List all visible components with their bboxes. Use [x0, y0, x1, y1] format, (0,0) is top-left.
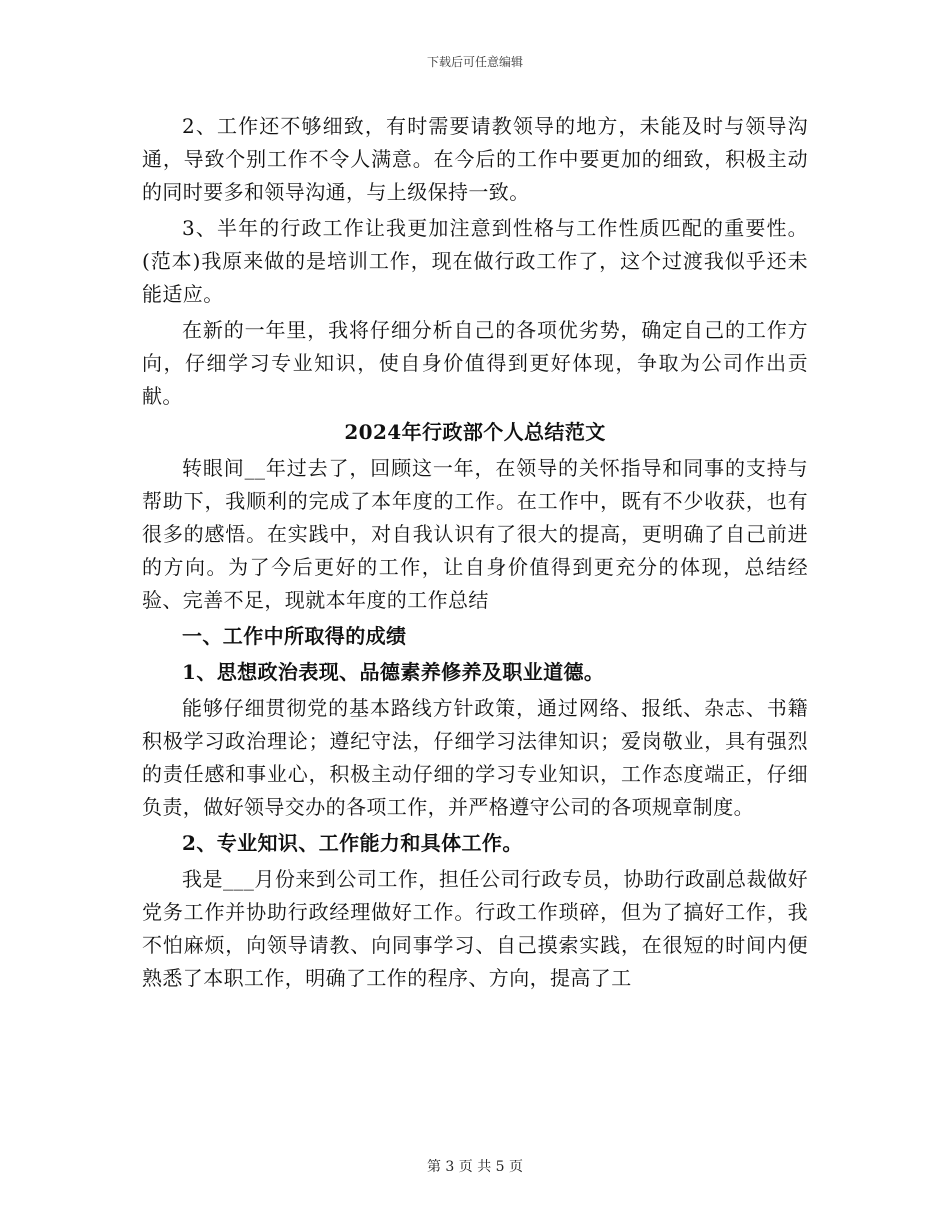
paragraph-1: 2、工作还不够细致，有时需要请教领导的地方，未能及时与领导沟通，导致个别工作不令人满意。在今后的工作中要更加的细致，积极主动的同时要多和领导沟通，与上级保持一致。: [142, 114, 808, 204]
paragraph-3: 在新的一年里，我将仔细分析自己的各项优劣势，确定自己的工作方向，仔细学习专业知识，使自身价值得到更好体现，争取为公司作出贡献。: [142, 318, 808, 408]
paragraph-5: 能够仔细贯彻党的基本路线方针政策，通过网络、报纸、杂志、书籍积极学习政治理论；遵纪守法，仔细学习法律知识；爱岗敬业，具有强烈的责任感和事业心，积极主动仔细的学习专业知识，工作态度端正，仔细负责，做好领导交办的各项工作，并严格遵守公司的各项规章制度。: [142, 696, 808, 819]
subheading-2: 2、专业知识、工作能力和具体工作。: [182, 831, 523, 855]
document-title: 2024年行政部个人总结范文: [344, 420, 606, 444]
page-number: 第 3 页 共 5 页: [426, 1159, 524, 1175]
document-body: [142, 110, 808, 998]
paragraph-4: 转眼间__年过去了，回顾这一年，在领导的关怀指导和同事的支持与帮助下，我顺利的完成了本年度的工作。在工作中，既有不少收获，也有很多的感悟。在实践中，对自我认识有了很大的提高，更明确了自己前进的方向。为了今后更好的工作，让自身价值得到更充分的体现，总结经验、完善不足，现就本年度的工作总结: [142, 456, 808, 612]
header-note: 下载后可任意编辑: [426, 55, 523, 69]
section-heading-1: 一、工作中所取得的成绩: [182, 624, 407, 648]
paragraph-2: 3、半年的行政工作让我更加注意到性格与工作性质匹配的重要性。(范本)我原来做的是培训工作，现在做行政工作了，这个过渡我似乎还未能适应。: [142, 216, 808, 306]
subheading-1: 1、思想政治表现、品德素养修养及职业道德。: [182, 660, 605, 684]
paragraph-6: 我是___月份来到公司工作，担任公司行政专员，协助行政副总裁做好党务工作并协助行政经理做好工作。行政工作琐碎，但为了搞好工作，我不怕麻烦，向领导请教、向同事学习、自己摸索实践，在很短的时间内便熟悉了本职工作，明确了工作的程序、方向，提高了工: [142, 867, 808, 990]
